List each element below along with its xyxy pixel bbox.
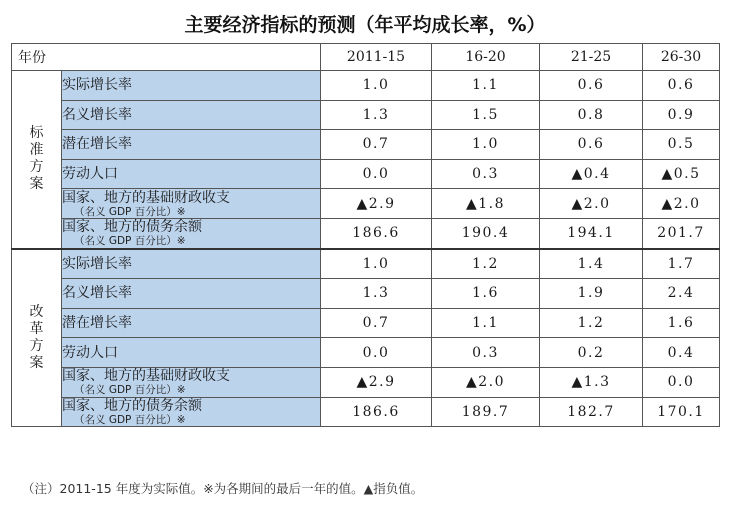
- indicator-name: 劳动人口: [62, 166, 118, 183]
- value-cell: 1.5: [432, 100, 540, 130]
- indicator-name: 劳动人口: [62, 344, 118, 361]
- indicator-label: [62, 159, 321, 189]
- value-cell: 0.3: [432, 159, 540, 189]
- value-cell: 0.2: [540, 338, 643, 368]
- value-cell: 186.6: [321, 397, 432, 427]
- indicator-label: [62, 130, 321, 160]
- value-cell: 201.7: [643, 218, 720, 248]
- period-header: 21-25: [540, 44, 643, 71]
- value-cell: 186.6: [321, 218, 432, 248]
- value-cell: 1.6: [432, 279, 540, 309]
- table-row: [12, 71, 720, 101]
- indicator-label: [62, 279, 321, 309]
- value-cell: 1.6: [643, 308, 720, 338]
- value-cell: ▲0.5: [643, 159, 720, 189]
- indicator-label: [62, 249, 321, 279]
- value-cell: 0.9: [643, 100, 720, 130]
- table-row: [12, 130, 720, 160]
- value-cell: 0.3: [432, 338, 540, 368]
- value-cell: ▲0.4: [540, 159, 643, 189]
- value-cell: 1.0: [321, 249, 432, 279]
- value-cell: 0.0: [321, 159, 432, 189]
- scenario-label: [12, 71, 62, 249]
- table-row: [12, 308, 720, 338]
- indicator-label: [62, 71, 321, 101]
- value-cell: 1.3: [321, 100, 432, 130]
- value-cell: 0.6: [540, 71, 643, 101]
- indicator-name: 名义增长率: [62, 106, 132, 123]
- indicator-label: [62, 367, 321, 397]
- value-cell: 170.1: [643, 397, 720, 427]
- indicator-label: [62, 189, 321, 219]
- value-cell: 2.4: [643, 279, 720, 309]
- scenario-label: [12, 249, 62, 427]
- forecast-table: [11, 43, 720, 427]
- indicator-name: 潜在增长率: [62, 136, 132, 153]
- indicator-name: 实际增长率: [62, 255, 132, 272]
- indicator-name: 国家、地方的基础财政收支: [62, 368, 230, 385]
- value-cell: ▲2.9: [321, 367, 432, 397]
- indicator-name: 潜在增长率: [62, 315, 132, 332]
- indicator-note: （名义 GDP 百分比）※: [74, 384, 186, 397]
- table-row: [12, 397, 720, 427]
- value-cell: ▲2.0: [432, 367, 540, 397]
- value-cell: 0.4: [643, 338, 720, 368]
- table-row: [12, 367, 720, 397]
- indicator-label: [62, 338, 321, 368]
- value-cell: 0.7: [321, 308, 432, 338]
- indicator-label: [62, 100, 321, 130]
- value-cell: 1.0: [321, 71, 432, 101]
- value-cell: 190.4: [432, 218, 540, 248]
- value-cell: 0.0: [643, 367, 720, 397]
- value-cell: 1.4: [540, 249, 643, 279]
- table-row: [12, 189, 720, 219]
- indicator-label: [62, 397, 321, 427]
- value-cell: ▲2.0: [540, 189, 643, 219]
- value-cell: 1.9: [540, 279, 643, 309]
- indicator-name: 国家、地方的债务余额: [62, 219, 202, 236]
- table-body: [12, 71, 720, 427]
- period-header: 26-30: [643, 44, 720, 71]
- indicator-label: [62, 218, 321, 248]
- indicator-note: （名义 GDP 百分比）※: [74, 235, 186, 248]
- table-row: [12, 159, 720, 189]
- period-header: 16-20: [432, 44, 540, 71]
- value-cell: ▲1.8: [432, 189, 540, 219]
- indicator-name: 国家、地方的基础财政收支: [62, 189, 230, 206]
- value-cell: 1.0: [432, 130, 540, 160]
- value-cell: ▲2.9: [321, 189, 432, 219]
- indicator-note: （名义 GDP 百分比）※: [74, 205, 186, 218]
- value-cell: 1.3: [321, 279, 432, 309]
- indicator-name: 国家、地方的债务余额: [62, 397, 202, 414]
- value-cell: 194.1: [540, 218, 643, 248]
- indicator-note: （名义 GDP 百分比）※: [74, 413, 186, 426]
- header-row: [12, 44, 720, 71]
- value-cell: 0.8: [540, 100, 643, 130]
- table-row: [12, 100, 720, 130]
- scenario-name: 标准方案: [29, 125, 44, 193]
- value-cell: 0.6: [540, 130, 643, 160]
- value-cell: 189.7: [432, 397, 540, 427]
- value-cell: 0.0: [321, 338, 432, 368]
- value-cell: 1.2: [540, 308, 643, 338]
- value-cell: 0.6: [643, 71, 720, 101]
- indicator-name: 名义增长率: [62, 285, 132, 302]
- value-cell: 0.5: [643, 130, 720, 160]
- footnote: （注）2011-15 年度为实际值。※为各期间的最后一年的值。▲指负值。: [22, 481, 424, 496]
- indicator-label: [62, 308, 321, 338]
- table-title: 主要经济指标的预测（年平均成长率，%）: [184, 14, 546, 36]
- value-cell: 182.7: [540, 397, 643, 427]
- value-cell: ▲2.0: [643, 189, 720, 219]
- table-row: [12, 279, 720, 309]
- value-cell: 1.7: [643, 249, 720, 279]
- value-cell: 1.1: [432, 71, 540, 101]
- value-cell: ▲1.3: [540, 367, 643, 397]
- table-row: [12, 249, 720, 279]
- table-row: [12, 218, 720, 248]
- period-header: 2011-15: [321, 44, 432, 71]
- table-row: [12, 338, 720, 368]
- year-header: 年份: [12, 44, 321, 71]
- scenario-name: 改革方案: [29, 303, 44, 371]
- indicator-name: 实际增长率: [62, 77, 132, 94]
- value-cell: 0.7: [321, 130, 432, 160]
- value-cell: 1.2: [432, 249, 540, 279]
- value-cell: 1.1: [432, 308, 540, 338]
